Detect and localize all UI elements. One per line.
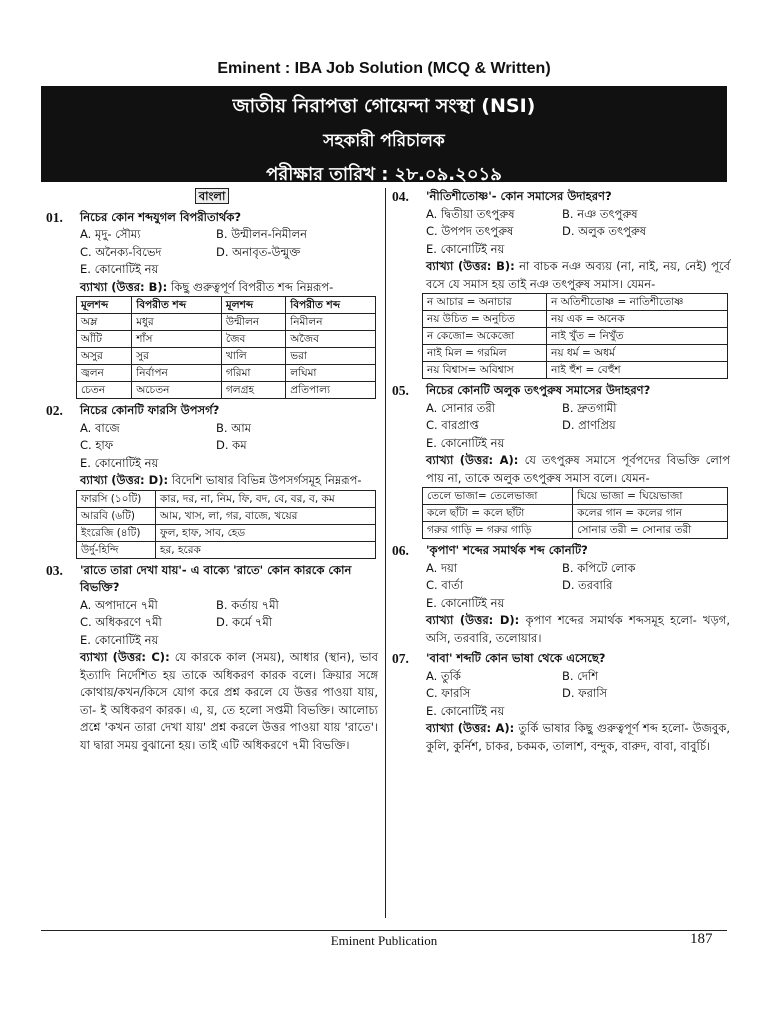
- question-text: 'রাতে তারা দেখা যায়'- এ বাক্যে 'রাতে' কোন কারকে কোন বিভক্তি?: [80, 562, 352, 594]
- question-05: [392, 382, 730, 400]
- book-title: Eminent : IBA Job Solution (MCQ & Written): [217, 60, 551, 77]
- options-03: [46, 597, 378, 650]
- option-c: C. হাফ: [80, 438, 114, 452]
- option-a: A. বাজে: [80, 420, 120, 435]
- option-e: E. কোনোটিই নয়: [426, 241, 505, 256]
- option-d: D. কর্মে ৭মী: [216, 615, 273, 629]
- antonym-table: [76, 296, 376, 399]
- explanation-lead: ব্যাখ্যা (উত্তর: D):: [80, 473, 169, 487]
- options-02: [46, 420, 378, 473]
- explanation-text: বিদেশি ভাষার বিভিন্ন উপসর্গসমূহ নিম্নরূপ-: [171, 473, 362, 487]
- table-cell: ন অতিশীতোষ্ণ = নাতিশীতোষ্ণ: [547, 294, 728, 311]
- table-cell: উর্দু-হিন্দি: [77, 541, 156, 558]
- table-row: [77, 490, 376, 507]
- table-cell: গরিমা: [221, 365, 285, 382]
- table-cell: নয় এক = অনেক: [547, 311, 728, 328]
- table-cell: ইংরেজি (৪টি): [77, 524, 156, 541]
- question-04: [392, 188, 730, 206]
- question-number: 01.: [46, 209, 63, 225]
- option-a: A. অপাদানে ৭মী: [80, 597, 158, 612]
- table-cell: মধুর: [132, 314, 222, 331]
- option-e: E. কোনোটিই নয়: [80, 455, 159, 470]
- table-cell: কলে ছাঁটা = কলে ছাঁটা: [423, 505, 573, 522]
- explanation-01: [46, 279, 378, 297]
- option-d: D. অনাবৃত-উন্মুক্ত: [216, 244, 301, 259]
- explanation-text: না বাচক নঞ অব্যয় (না, নাই, নয়, নেই) পূর্বে বসে যে সমাস হয় তাই নঞ তৎপুরুষ সমাস। যেমন-: [426, 259, 730, 291]
- footer-rule: [41, 930, 727, 931]
- table-header-row: [77, 297, 376, 314]
- banner-exam-date: পরীক্ষার তারিখ : ২৮.০৯.২০১৯: [266, 164, 502, 185]
- table-cell: কলের গান = কলের গান: [573, 505, 728, 522]
- option-b: B. কর্তায় ৭মী: [216, 597, 279, 612]
- left-column: [46, 188, 378, 754]
- explanation-text: কিছু গুরুত্বপূর্ণ বিপরীত শব্দ নিম্নরূপ-: [170, 279, 334, 294]
- table-cell: আরবি (৬টি): [77, 507, 156, 524]
- option-b: B. উন্মীলন-নিমীলন: [216, 227, 307, 241]
- question-text: নিচের কোনটি ফারসি উপসর্গ?: [80, 403, 220, 417]
- table-row: [423, 505, 728, 522]
- explanation-text: যে কারকে কাল (সময়), আধার (স্থান), ভাব ইত্যাদি নির্দেশিত হয় তাকে অধিকরণ কারক বলে। ক্রিয়ার সঙ্গে কোথায়/কখন/কিসে যোগ করে প্রশ্ন করলে যে উত্তর পাওয়া যায়, তা- ই অধিকরণ কারক। এ, য়, তে হলো সপ্তমী বিভক্তি। আলোচ্য প্রশ্নে 'কখন তারা দেখা যায়' প্রশ্ন করলে উত্তর পাওয়া যায় 'রাতে'। যা দ্বারা সময় বুঝানো হয়। তাই এটি অধিকরণে ৭মী বিভক্তি।: [80, 650, 378, 752]
- question-text: 'বাবা' শব্দটি কোন ভাষা থেকে এসেছে?: [426, 651, 606, 665]
- table-cell: অসুর: [77, 348, 132, 365]
- table-cell: হর, হরেক: [156, 541, 376, 558]
- explanation-03: [46, 649, 378, 754]
- option-b: B. কপিটে লোক: [562, 560, 636, 575]
- question-text: 'নীতিশীতোষ্ণ'- কোন সমাসের উদাহরণ?: [426, 189, 612, 203]
- table-header: মূলশব্দ: [77, 297, 132, 314]
- option-e: E. কোনোটিই নয়: [80, 632, 159, 647]
- table-row: [77, 382, 376, 399]
- right-column: [392, 188, 730, 755]
- option-a: A. সোনার তরী: [426, 400, 495, 415]
- table-cell: অম্ল: [77, 314, 132, 331]
- option-a: A. মৃদু- সৌম্য: [80, 227, 141, 241]
- table-row: [77, 541, 376, 558]
- table-cell: আম, খাস, লা, গর, বাজে, খয়ের: [156, 507, 376, 524]
- explanation-lead: ব্যাখ্যা (উত্তর: C):: [80, 650, 170, 664]
- table-header: বিপরীত শব্দ: [286, 297, 376, 314]
- table-cell: জৈব: [221, 331, 285, 348]
- options-04: [392, 206, 730, 259]
- option-c: C. অনৈক্য-বিভেদ: [80, 244, 162, 259]
- question-02: [46, 402, 378, 420]
- table-row: [423, 311, 728, 328]
- samas-table: [422, 293, 728, 379]
- table-cell: ন আচার = অনাচার: [423, 294, 547, 311]
- table-cell: সুর: [132, 348, 222, 365]
- table-cell: ন কেজো= অকেজো: [423, 328, 547, 345]
- explanation-07: [392, 720, 730, 755]
- aluk-table: [422, 487, 728, 539]
- table-row: [77, 348, 376, 365]
- explanation-04: [392, 258, 730, 293]
- publisher-name: Eminent Publication: [330, 933, 438, 948]
- table-cell: গরুর গাড়ি = গরুর গাড়ি: [423, 522, 573, 539]
- table-cell: শাঁস: [132, 331, 222, 348]
- option-c: C. বার্তা: [426, 578, 464, 592]
- table-cell: লঘিমা: [286, 365, 376, 382]
- option-d: D. কম: [216, 438, 247, 452]
- options-07: [392, 668, 730, 721]
- table-header: বিপরীত শব্দ: [132, 297, 222, 314]
- option-b: B. আম: [216, 420, 252, 435]
- page-number: 187: [690, 931, 713, 947]
- question-01: [46, 209, 378, 227]
- option-c: C. উপপদ তৎপুরুষ: [426, 224, 514, 238]
- table-row: [423, 362, 728, 379]
- option-a: A. দয়া: [426, 560, 458, 575]
- explanation-text: কৃপাণ শব্দের সমার্থক শব্দসমূহ হলো- খড়গ, অসি, তরবারি, তলোয়ার।: [426, 613, 730, 645]
- option-c: C. অধিকরণে ৭মী: [80, 615, 162, 629]
- question-number: 04.: [392, 189, 409, 204]
- explanation-05: [392, 452, 730, 487]
- table-row: [77, 524, 376, 541]
- prefix-table: [76, 490, 376, 559]
- options-05: [392, 400, 730, 453]
- column-divider: [385, 188, 386, 918]
- option-a: A. দ্বিতীয়া তৎপুরুষ: [426, 206, 515, 221]
- table-cell: গলগ্রহ: [221, 382, 285, 399]
- option-e: E. কোনোটিই নয়: [426, 703, 505, 718]
- table-cell: তেলে ভাজা= তেলেভাজা: [423, 488, 573, 505]
- table-cell: জ্বলন: [77, 365, 132, 382]
- option-e: E. কোনোটিই নয়: [80, 262, 159, 276]
- question-number: 06.: [392, 543, 409, 558]
- table-cell: নয় বিশ্বাস= অবিশ্বাস: [423, 362, 547, 379]
- table-cell: নয় উচিত = অনুচিত: [423, 311, 547, 328]
- table-cell: অজৈব: [286, 331, 376, 348]
- table-cell: প্রতিপাল্য: [286, 382, 376, 399]
- option-c: C. ফারসি: [426, 686, 471, 700]
- question-number: 03.: [46, 562, 63, 578]
- options-01: [46, 226, 378, 279]
- table-row: [423, 328, 728, 345]
- explanation-text: তুর্কি ভাষার কিছু গুরুত্বপূর্ণ শব্দ হলো- উজবুক, কুলি, কুর্নিশ, চাকর, চকমক, তালাশ, বন্দুক, বারুদ, বাবা, বাবুর্চি।: [426, 721, 731, 753]
- option-e: E. কোনোটিই নয়: [426, 435, 505, 450]
- table-cell: ঘিয়ে ভাজা = ঘিয়েভাজা: [573, 488, 728, 505]
- question-06: [392, 542, 730, 560]
- option-d: D. ফরাসি: [562, 686, 608, 700]
- question-number: 07.: [392, 651, 409, 666]
- table-cell: অচেতন: [132, 382, 222, 399]
- question-text: নিচের কোনটি অলুক তৎপুরুষ সমাসের উদাহরণ?: [426, 383, 651, 397]
- question-text: 'কৃপাণ' শব্দের সমার্থক শব্দ কোনটি?: [426, 543, 588, 557]
- table-cell: আঁটি: [77, 331, 132, 348]
- option-c: C. বারপ্রাপ্ত: [426, 418, 479, 432]
- question-number: 05.: [392, 383, 409, 398]
- table-cell: কার, দর, না, নিম, ফি, বদ, বে, বর, ব, কম: [156, 490, 376, 507]
- table-row: [77, 314, 376, 331]
- banner-organization: জাতীয় নিরাপত্তা গোয়েন্দা সংস্থা (NSI): [232, 95, 536, 117]
- table-row: [77, 365, 376, 382]
- option-a: A. তুর্কি: [426, 668, 461, 683]
- explanation-lead: ব্যাখ্যা (উত্তর: D):: [426, 613, 520, 627]
- section-label: বাংলা: [46, 188, 378, 206]
- table-cell: নিমীলন: [286, 314, 376, 331]
- question-03: [46, 562, 378, 597]
- option-d: D. অলুক তৎপুরুষ: [562, 224, 647, 238]
- table-cell: খালি: [221, 348, 285, 365]
- option-b: B. দ্রুতগামী: [562, 400, 617, 415]
- exam-banner: [41, 86, 727, 185]
- options-06: [392, 560, 730, 613]
- question-number: 02.: [46, 403, 63, 418]
- explanation-lead: ব্যাখ্যা (উত্তর: B):: [426, 259, 515, 273]
- table-cell: ফারসি (১০টি): [77, 490, 156, 507]
- table-row: [423, 522, 728, 539]
- table-cell: নাই মিল = গরমিল: [423, 345, 547, 362]
- question-text: নিচের কোন শব্দযুগল বিপরীতার্থক?: [80, 209, 242, 224]
- option-b: B. নঞ তৎপুরুষ: [562, 206, 638, 221]
- explanation-lead: ব্যাখ্যা (উত্তর: B):: [80, 279, 168, 294]
- table-cell: নয় ধর্ম = অধর্ম: [547, 345, 728, 362]
- option-b: B. দেশি: [562, 668, 599, 683]
- option-e: E. কোনোটিই নয়: [426, 595, 505, 610]
- explanation-lead: ব্যাখ্যা (উত্তর: A):: [426, 453, 519, 467]
- table-cell: নির্বাপন: [132, 365, 222, 382]
- explanation-02: [46, 472, 378, 490]
- table-row: [423, 488, 728, 505]
- table-header: মূলশব্দ: [221, 297, 285, 314]
- question-07: [392, 650, 730, 668]
- table-cell: ফুল, হাফ, সাব, হেড: [156, 524, 376, 541]
- table-row: [77, 331, 376, 348]
- table-cell: উন্মীলন: [221, 314, 285, 331]
- option-d: D. তরবারি: [562, 578, 613, 592]
- banner-post: সহকারী পরিচালক: [323, 131, 445, 151]
- table-row: [423, 345, 728, 362]
- explanation-text: যে তৎপুরুষ সমাসে পূর্বপদের বিভক্তি লোপ পায় না, তাকে অলুক তৎপুরুষ সমাস বলে। যেমন-: [426, 453, 731, 485]
- explanation-lead: ব্যাখ্যা (উত্তর: A):: [426, 721, 515, 735]
- table-cell: নাই হুঁশ = বেহুঁশ: [547, 362, 728, 379]
- table-row: [423, 294, 728, 311]
- option-d: D. প্রাণপ্রিয়: [562, 418, 616, 432]
- table-row: [77, 507, 376, 524]
- table-cell: ভরা: [286, 348, 376, 365]
- table-cell: চেতন: [77, 382, 132, 399]
- table-cell: নাই খুঁত = নিখুঁত: [547, 328, 728, 345]
- table-cell: সোনার তরী = সোনার তরী: [573, 522, 728, 539]
- explanation-06: [392, 612, 730, 647]
